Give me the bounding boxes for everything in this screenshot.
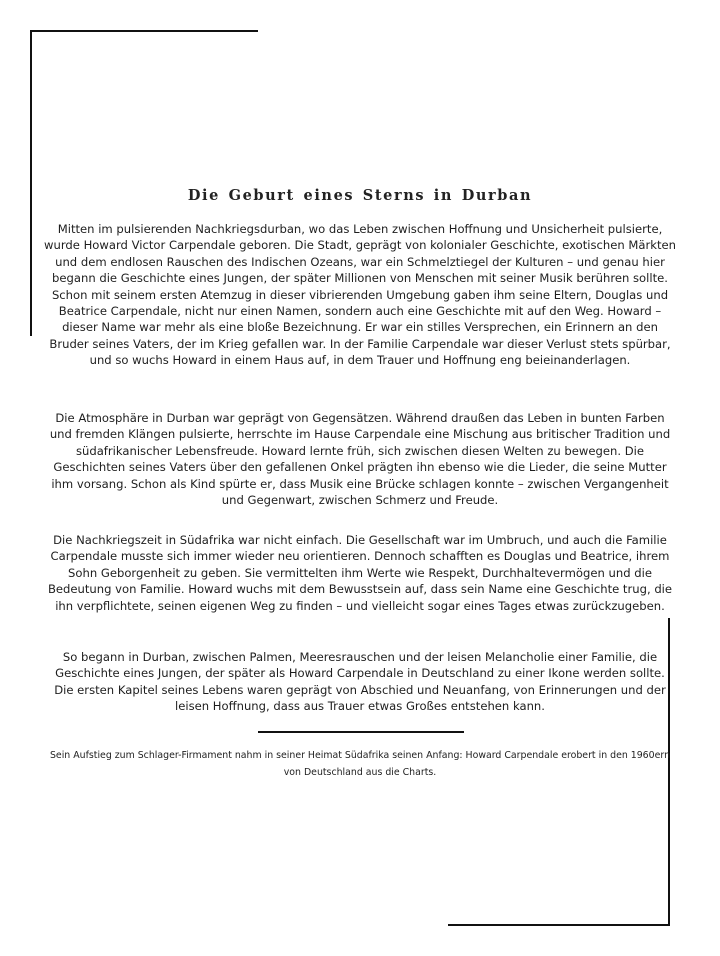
frame-corner-top-left-horizontal — [30, 30, 258, 32]
paragraph-4: So begann in Durban, zwischen Palmen, Meeresrauschen und der leisen Melancholie einer Familie, die Geschichte eines Jungen, der später als Howard Carpendale in Deutschland zu einer Ikone werden sollte. Die ersten Kapitel seines Lebens waren geprägt von Abschied und Neuanfang, von Erinnerungen und der leisen Hoffnung, dass aus Trauer etwas Großes entstehen kann. — [54, 650, 666, 714]
page-title: Die Geburt eines Sterns in Durban — [187, 186, 533, 204]
photo-caption: Sein Aufstieg zum Schlager-Firmament nahm in seiner Heimat Südafrika seinen Anfang: Howard Carpendale erobert in den 1960ern von Deutschland aus die Charts. — [49, 750, 671, 778]
paragraph-2: Die Atmosphäre in Durban war geprägt von Gegensätzen. Während draußen das Leben in bunten Farben und fremden Klängen pulsierte, herrschte im Hause Carpendale eine Mischung aus britischer Tradition und südafrikanischer Lebensfreude. Howard lernte früh, sich zwischen diesen Welten zu bewegen. Die Geschichten seines Vaters über den gefallenen Onkel prägten ihn ebenso wie die Lieder, die seine Mutter ihm vorsang. Schon als Kind spürte er, dass Musik eine Brücke schlagen konnte – zwischen Vergangenheit und Gegenwart, zwischen Schmerz und Freude. — [49, 411, 671, 508]
frame-corner-top-left-vertical — [30, 30, 32, 336]
paragraph-3: Die Nachkriegszeit in Südafrika war nicht einfach. Die Gesellschaft war im Umbruch, und auch die Familie Carpendale musste sich immer wieder neu orientieren. Dennoch schafften es Douglas und Beatrice, ihrem Sohn Geborgenheit zu geben. Sie vermittelten ihm Werte wie Respekt, Durchhaltevermögen und die Bedeutung von Familie. Howard wuchs mit dem Bewusstsein auf, dass sein Name eine Geschichte trug, die ihn verpflichtete, seinen eigenen Weg zu finden – und vielleicht sogar eines Tages etwas zurückzugeben. — [47, 533, 673, 613]
paragraph-1: Mitten im pulsierenden Nachkriegsdurban, wo das Leben zwischen Hoffnung und Unsicherheit pulsierte, wurde Howard Victor Carpendale geboren. Die Stadt, geprägt von kolonialer Geschichte, exotischen Märkten und dem endlosen Rauschen des Indischen Ozeans, war ein Schmelztiegel der Kulturen – und genau hier begann die Geschichte eines Jungen, der später Millionen von Menschen mit seiner Musik berühren sollte. Schon mit seinem ersten Atemzug in dieser vibrierenden Umgebung gaben ihm seine Eltern, Douglas und Beatrice Carpendale, nicht nur einen Namen, sondern auch eine Geschichte mit auf den Weg. Howard – dieser Name war mehr als eine bloße Bezeichnung. Er war ein stilles Versprechen, ein Erinnern an den Bruder seines Vaters, der im Krieg gefallen war. In der Familie Carpendale war dieser Verlust stets spürbar, und so wuchs Howard in einem Haus auf, in dem Trauer und Hoffnung eng beieinanderlagen. — [44, 222, 677, 368]
frame-corner-bottom-right-horizontal — [448, 924, 670, 926]
caption-divider — [258, 731, 464, 733]
